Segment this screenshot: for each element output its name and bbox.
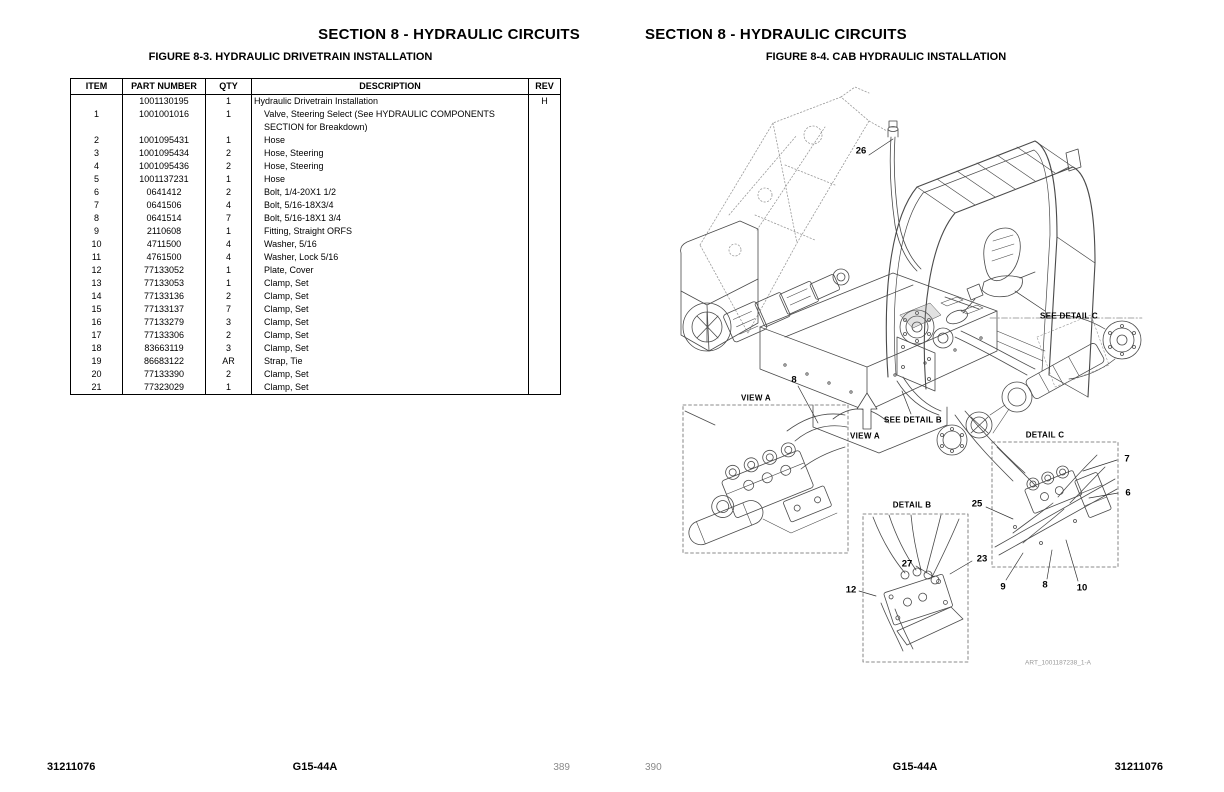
fender-step [813, 405, 947, 453]
table-row [71, 277, 561, 290]
cell-rev [529, 264, 561, 277]
table-row [71, 186, 561, 199]
detail-c-title: DETAIL C [1025, 430, 1065, 440]
table-row [71, 95, 561, 109]
cell-qty: 4 [206, 238, 252, 251]
cell-part-number: 4761500 [123, 251, 206, 264]
table-row [71, 355, 561, 368]
cell-part-number: 4711500 [123, 238, 206, 251]
table-row [71, 290, 561, 303]
table-row [71, 147, 561, 160]
cell-rev [529, 368, 561, 381]
table-row [71, 342, 561, 355]
cell-item: 5 [71, 173, 123, 186]
left-tank [681, 221, 758, 351]
cell-qty: 1 [206, 173, 252, 186]
cell-qty: 2 [206, 186, 252, 199]
cell-description: Plate, Cover [252, 264, 529, 277]
cell-description: Clamp, Set [252, 342, 529, 355]
cell-qty: 1 [206, 225, 252, 238]
table-row [71, 368, 561, 381]
see-detail-c-label: SEE DETAIL C [1040, 311, 1098, 321]
cell-part-number: 1001137231 [123, 173, 206, 186]
cell-item: 21 [71, 381, 123, 395]
cell-item: 14 [71, 290, 123, 303]
section-title: SECTION 8 - HYDRAULIC CIRCUITS [645, 26, 907, 43]
cell-part-number: 1001095434 [123, 147, 206, 160]
cell-qty: 2 [206, 368, 252, 381]
cell-qty: 7 [206, 212, 252, 225]
cell-rev [529, 381, 561, 395]
callout-10: 10 [1076, 582, 1088, 594]
footer-doc-number: 31211076 [47, 761, 96, 773]
cell-qty: AR [206, 355, 252, 368]
table-row [71, 238, 561, 251]
cell-part-number: 2110608 [123, 225, 206, 238]
cell-part-number: 0641506 [123, 199, 206, 212]
cell-item: 12 [71, 264, 123, 277]
cell-rev [529, 303, 561, 316]
see-detail-b-label: SEE DETAIL B [884, 415, 942, 425]
table-row [71, 264, 561, 277]
cell-description: Clamp, Set [252, 303, 529, 316]
cell-description: Clamp, Set [252, 277, 529, 290]
table-row [71, 316, 561, 329]
cell-description: Hose, Steering [252, 147, 529, 160]
cell-rev [529, 173, 561, 186]
cell-rev [529, 316, 561, 329]
cell-item: 1 [71, 108, 123, 134]
cell-rev [529, 108, 561, 134]
table-row [71, 160, 561, 173]
callout-25: 25 [971, 498, 983, 510]
cell-qty: 1 [206, 95, 252, 109]
detail-b-art [863, 514, 968, 662]
cell-rev [529, 186, 561, 199]
cell-part-number: 77133390 [123, 368, 206, 381]
cell-rev [529, 225, 561, 238]
col-header-description: DESCRIPTION [252, 79, 529, 95]
cell-part-number: 1001001016 [123, 108, 206, 134]
chassis-deck [760, 273, 1045, 411]
section-title: SECTION 8 - HYDRAULIC CIRCUITS [318, 26, 580, 43]
callout-8-top: 8 [791, 374, 797, 386]
figure-title: FIGURE 8-3. HYDRAULIC DRIVETRAIN INSTALLATION [148, 51, 433, 63]
cell-item: 10 [71, 238, 123, 251]
cell-part-number: 77133053 [123, 277, 206, 290]
cell-part-number: 77133137 [123, 303, 206, 316]
cell-rev [529, 342, 561, 355]
callout-9: 9 [1000, 581, 1006, 593]
table-row [71, 303, 561, 316]
cell-description: Strap, Tie [252, 355, 529, 368]
footer-doc-number: 31211076 [1114, 761, 1163, 773]
footer-model: G15-44A [892, 761, 938, 773]
leader-lines [798, 139, 1118, 596]
footer-page-number: 389 [553, 762, 570, 773]
cab-hydraulic-diagram [645, 75, 1185, 690]
cell-part-number: 0641412 [123, 186, 206, 199]
cell-part-number: 77133279 [123, 316, 206, 329]
cell-rev: H [529, 95, 561, 109]
cell-description: Bolt, 1/4-20X1 1/2 [252, 186, 529, 199]
cell-description: Valve, Steering Select (See HYDRAULIC COMPONENTS SECTION for Breakdown) [252, 108, 529, 134]
cell-item: 7 [71, 199, 123, 212]
cell-description: Washer, Lock 5/16 [252, 251, 529, 264]
cell-rev [529, 290, 561, 303]
operator-seat [945, 228, 1035, 326]
cell-part-number: 83663119 [123, 342, 206, 355]
cell-qty: 4 [206, 251, 252, 264]
cell-qty: 3 [206, 316, 252, 329]
detail-b-title: DETAIL B [892, 500, 932, 510]
cell-description: Clamp, Set [252, 290, 529, 303]
cell-item: 11 [71, 251, 123, 264]
cell-item: 17 [71, 329, 123, 342]
cell-item: 4 [71, 160, 123, 173]
callout-23: 23 [976, 553, 988, 565]
col-header-qty: QTY [206, 79, 252, 95]
table-row [71, 108, 561, 134]
cell-item: 3 [71, 147, 123, 160]
cell-qty: 1 [206, 108, 252, 134]
cell-item: 18 [71, 342, 123, 355]
cell-qty: 7 [206, 303, 252, 316]
callout-26: 26 [855, 145, 867, 157]
cell-description: Bolt, 5/16-18X1 3/4 [252, 212, 529, 225]
cell-part-number: 1001095431 [123, 134, 206, 147]
cell-part-number: 77323029 [123, 381, 206, 395]
cell-qty: 4 [206, 199, 252, 212]
table-row [71, 381, 561, 395]
cell-description: Hose, Steering [252, 160, 529, 173]
cell-part-number: 77133306 [123, 329, 206, 342]
detail-c-art [992, 442, 1118, 567]
cell-description: Clamp, Set [252, 368, 529, 381]
cell-qty: 1 [206, 277, 252, 290]
cell-qty: 1 [206, 381, 252, 395]
cell-rev [529, 238, 561, 251]
cell-description: Fitting, Straight ORFS [252, 225, 529, 238]
mirror-icon [1057, 149, 1081, 173]
cell-rev [529, 355, 561, 368]
view-a-box-title: VIEW A [741, 393, 771, 403]
cell-qty: 2 [206, 160, 252, 173]
table-row [71, 173, 561, 186]
cell-qty: 2 [206, 290, 252, 303]
col-header-item: ITEM [71, 79, 123, 95]
table-row [71, 199, 561, 212]
cell-description: Clamp, Set [252, 381, 529, 395]
view-a-arrow-icon [857, 393, 877, 429]
cell-description: Washer, 5/16 [252, 238, 529, 251]
cell-description: Hose [252, 134, 529, 147]
cell-item: 15 [71, 303, 123, 316]
cell-part-number: 0641514 [123, 212, 206, 225]
table-row [71, 134, 561, 147]
cell-qty: 2 [206, 147, 252, 160]
cell-qty: 2 [206, 329, 252, 342]
view-a-arrow-label: VIEW A [850, 431, 880, 441]
boom-structure [700, 87, 887, 333]
art-reference: ART_1001187238_1-A [1025, 659, 1091, 667]
cell-rev [529, 134, 561, 147]
table-header-row [71, 79, 561, 95]
cell-qty: 1 [206, 134, 252, 147]
cell-item: 13 [71, 277, 123, 290]
callout-6: 6 [1125, 487, 1131, 499]
table-row [71, 251, 561, 264]
cell-rev [529, 160, 561, 173]
cell-rev [529, 277, 561, 290]
callout-8: 8 [1042, 579, 1048, 591]
cell-description: Clamp, Set [252, 316, 529, 329]
cell-rev [529, 329, 561, 342]
cell-rev [529, 199, 561, 212]
parts-table [70, 78, 561, 395]
col-header-rev: REV [529, 79, 561, 95]
cell-part-number: 1001095436 [123, 160, 206, 173]
cell-description: Hose [252, 173, 529, 186]
cell-item: 16 [71, 316, 123, 329]
front-axle [683, 267, 849, 351]
cell-description: Clamp, Set [252, 329, 529, 342]
col-header-part-number: PART NUMBER [123, 79, 206, 95]
cell-part-number: 77133052 [123, 264, 206, 277]
cell-item: 6 [71, 186, 123, 199]
rear-axle [966, 315, 1141, 438]
cell-item: 8 [71, 212, 123, 225]
cell-item: 20 [71, 368, 123, 381]
cell-description: Hydraulic Drivetrain Installation [252, 95, 529, 109]
cell-rev [529, 147, 561, 160]
view-a-detail [683, 405, 848, 553]
cell-rev [529, 212, 561, 225]
table-row [71, 212, 561, 225]
footer-page-number: 390 [645, 762, 662, 773]
table-row [71, 225, 561, 238]
cell-qty: 1 [206, 264, 252, 277]
cab-frame [886, 141, 1095, 397]
footer-model: G15-44A [292, 761, 338, 773]
cell-part-number: 77133136 [123, 290, 206, 303]
callout-12: 12 [845, 584, 857, 596]
cell-part-number: 1001130195 [123, 95, 206, 109]
figure-title: FIGURE 8-4. CAB HYDRAULIC INSTALLATION [765, 51, 1007, 63]
table-row [71, 329, 561, 342]
callout-7: 7 [1124, 453, 1130, 465]
cell-item: 19 [71, 355, 123, 368]
cell-part-number: 86683122 [123, 355, 206, 368]
cell-description: Bolt, 5/16-18X3/4 [252, 199, 529, 212]
cell-item [71, 95, 123, 109]
cell-item: 2 [71, 134, 123, 147]
cell-qty: 3 [206, 342, 252, 355]
cell-rev [529, 251, 561, 264]
callout-27: 27 [901, 558, 913, 570]
figure-8-4 [645, 75, 1185, 690]
cell-item: 9 [71, 225, 123, 238]
